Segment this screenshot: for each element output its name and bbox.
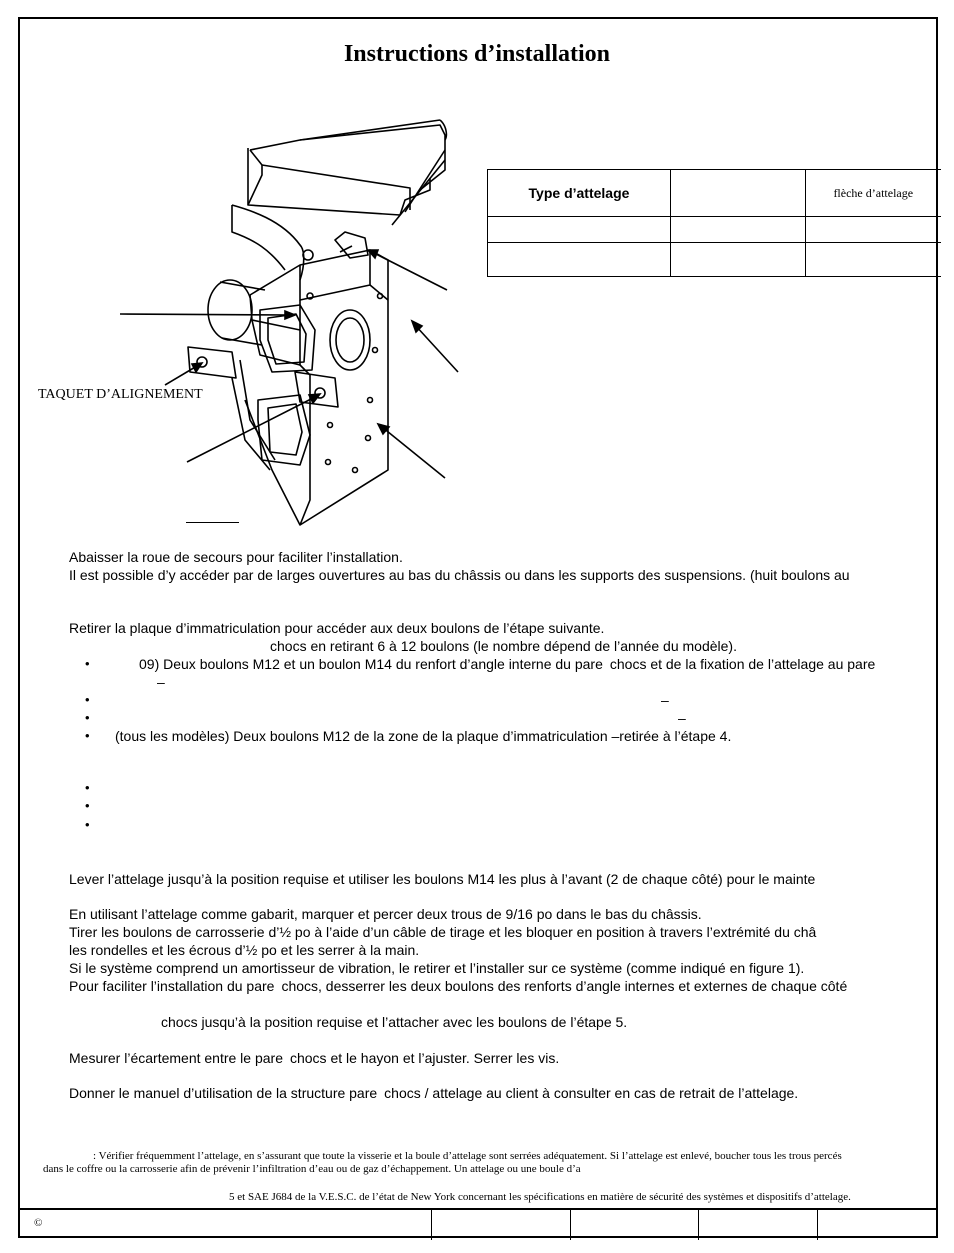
alignment-tab-label: TAQUET D’ALIGNEMENT — [38, 387, 203, 402]
step-9: Si le système comprend un amortisseur de vibration, le retirer et l’installer sur ce système (comme indiqué en figure 1). — [69, 960, 805, 976]
table-cell — [806, 243, 941, 277]
bullet-4-text: (tous les modèles) Deux boulons M12 de la zone de la plaque d’immatriculation –retirée à l’étape 4. — [115, 728, 732, 744]
standards-note: 5 et SAE J684 de la V.E.S.C. de l’état de New York concernant les spécifications en matière de sécurité des systèmes et dispositifs d’attelage. — [229, 1191, 851, 1203]
bullet-6-marker: • — [85, 798, 90, 813]
bullet-4-marker: • — [85, 728, 90, 743]
header-col2 — [671, 170, 806, 217]
bullet-1-marker: • — [85, 656, 90, 671]
hitch-installation-diagram — [0, 0, 954, 560]
step-8b: les rondelles et les écrous d’½ po et les serrer à la main. — [69, 942, 420, 958]
hitch-spec-table — [487, 169, 941, 277]
step-11: chocs jusqu’à la position requise et l’attacher avec les boulons de l’étape 5. — [161, 1014, 628, 1030]
bullet-3-dash: – — [678, 710, 686, 726]
page-title: Instructions d’installation — [343, 41, 611, 67]
table-cell — [806, 217, 941, 243]
bullet-1-text: 09) Deux boulons M12 et un boulon M14 du renfort d’angle interne du pare chocs et de la fixation de l’attelage au pare — [139, 656, 876, 672]
step-1: Abaisser la roue de secours pour faciliter l’installation. — [69, 549, 403, 565]
step-6: Lever l’attelage jusqu’à la position requise et utiliser les boulons M14 les plus à l’avant (2 de chaque côté) pour le mainte — [69, 871, 816, 887]
header-tongue-weight: flèche d’attelage — [806, 170, 941, 217]
footer-cell — [431, 1210, 432, 1240]
warning-line-2: dans le coffre ou la carrosserie afin de prévenir l’infiltration d’eau ou de gaz d’échappement. Un attelage ou une boule d’a — [43, 1163, 581, 1175]
bullet-2-dash: – — [661, 692, 669, 708]
step-4: chocs en retirant 6 à 12 boulons (le nombre dépend de l’année du modèle). — [270, 638, 737, 654]
table-cell — [671, 217, 806, 243]
step-8a: Tirer les boulons de carrosserie d’½ po à l’aide d’un câble de tirage et les bloquer en position à travers l’extrémité du châ — [69, 924, 817, 940]
table-header-row — [488, 170, 941, 217]
step-13: Donner le manuel d’utilisation de la structure pare chocs / attelage au client à consulter en cas de retrait de l’attelage. — [69, 1085, 799, 1101]
footer-cell — [570, 1210, 571, 1240]
footer-bar — [20, 1208, 938, 1240]
header-hitch-type: Type d’attelage — [488, 170, 671, 217]
figure-underline — [186, 522, 239, 523]
copyright-symbol: © — [34, 1217, 43, 1229]
footer-cell — [698, 1210, 699, 1240]
table-row — [488, 217, 941, 243]
step-2: Il est possible d’y accéder par de larges ouvertures au bas du châssis ou dans les supports des suspensions. (huit boulons au — [69, 567, 850, 583]
step-12: Mesurer l’écartement entre le pare chocs et le hayon et l’ajuster. Serrer les vis. — [69, 1050, 560, 1066]
table-cell — [671, 243, 806, 277]
table-row — [488, 243, 941, 277]
table-cell — [488, 243, 671, 277]
bullet-5-marker: • — [85, 780, 90, 795]
bullet-2-marker: • — [85, 692, 90, 707]
step-10: Pour faciliter l’installation du pare chocs, desserrer les deux boulons des renforts d’angle internes et externes de chaque côté — [69, 978, 848, 994]
table-cell — [488, 217, 671, 243]
step-7: En utilisant l’attelage comme gabarit, marquer et percer deux trous de 9/16 po dans le bas du châssis. — [69, 906, 702, 922]
bullet-7-marker: • — [85, 817, 90, 832]
bullet-3-marker: • — [85, 710, 90, 725]
warning-line-1: : Vérifier fréquemment l’attelage, en s’assurant que toute la visserie et la boule d’attelage sont serrées adéquatement. Si l’attelage est enlevé, boucher tous les trous percés — [93, 1150, 842, 1162]
step-3: Retirer la plaque d’immatriculation pour accéder aux deux boulons de l’étape suivante. — [69, 620, 605, 636]
bullet-1-dash: – — [157, 674, 165, 690]
footer-cell — [817, 1210, 818, 1240]
